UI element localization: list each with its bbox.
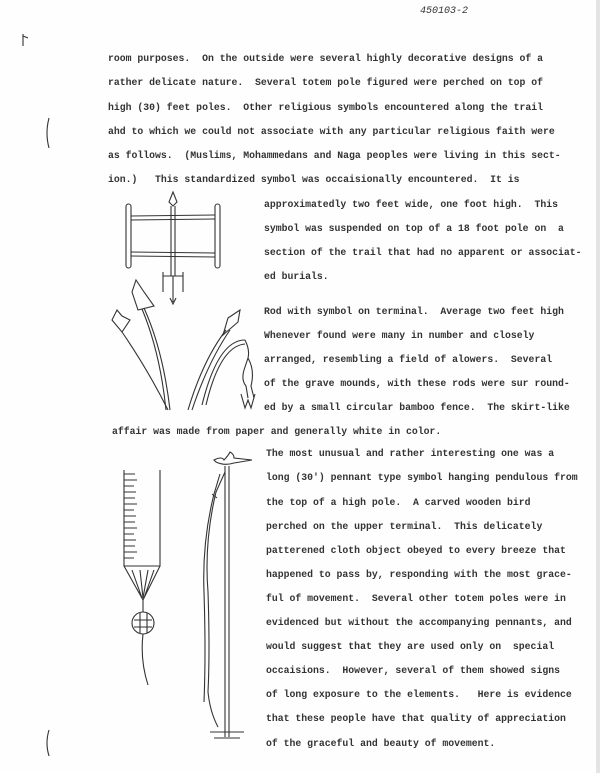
text-line: of long exposure to the elements. Here is evidence bbox=[266, 689, 572, 700]
text-line: perched on the upper terminal. This delicately bbox=[266, 521, 543, 532]
text-line: of the grave mounds, with these rods were sur round- bbox=[264, 378, 570, 389]
text-line: happened to pass by, responding with the most grace- bbox=[266, 569, 572, 580]
text-line: ful of movement. Several other totem poles were in bbox=[266, 593, 566, 604]
text-line: section of the trail that had no apparent or associat- bbox=[264, 247, 582, 258]
text-line: of the graceful and beauty of movement. bbox=[266, 738, 496, 749]
text-line: Whenever found were many in number and closely bbox=[264, 330, 535, 341]
rods-with-symbols-drawing bbox=[108, 280, 258, 415]
margin-mark bbox=[45, 118, 51, 148]
text-line: as follows. (Muslims, Mohammedans and Naga peoples were living in this sect- bbox=[108, 150, 561, 161]
margin-mark bbox=[45, 730, 51, 756]
text-line: occaisions. However, several of them showed signs bbox=[266, 665, 560, 676]
text-line: ed by a small circular bamboo fence. The skirt-like bbox=[264, 402, 570, 413]
bird-pole-pennant-drawing bbox=[200, 452, 260, 752]
margin-mark-icon bbox=[20, 34, 30, 48]
text-line: rather delicate nature. Several totem pole figured were perched on top of bbox=[108, 77, 544, 88]
text-line: approximatedly two feet wide, one foot high. This bbox=[264, 199, 558, 210]
page-edge bbox=[596, 0, 600, 773]
text-line: ed burials. bbox=[264, 271, 329, 282]
text-line: The most unusual and rather interesting one was a bbox=[266, 448, 555, 459]
text-line: would suggest that they are used only on special bbox=[266, 641, 555, 652]
text-line: symbol was suspended on top of a 18 foot pole on a bbox=[264, 223, 564, 234]
text-line: long (30') pennant type symbol hanging pendulous from bbox=[266, 472, 578, 483]
pennant-detail-drawing bbox=[120, 470, 170, 710]
text-line: ahd to which we could not associate with any particular religious faith were bbox=[108, 126, 555, 137]
document-id: 450103-2 bbox=[420, 6, 469, 17]
text-line: room purposes. On the outside were several highly decorative designs of a bbox=[108, 53, 544, 64]
text-line: patterened cloth object obeyed to every breeze that bbox=[266, 545, 566, 556]
text-line: ion.) This standardized symbol was occaisionally encountered. It is bbox=[108, 174, 520, 185]
text-line: that these people have that quality of appreciation bbox=[266, 713, 566, 724]
text-line: high (30) feet poles. Other religious symbols encountered along the trail bbox=[108, 102, 544, 113]
text-line: arranged, resembling a field of alowers. Several bbox=[264, 354, 553, 365]
text-line: Rod with symbol on terminal. Average two feet high bbox=[264, 306, 564, 317]
text-line: affair was made from paper and generally white in color. bbox=[112, 426, 442, 437]
text-line: the top of a high pole. A carved wooden bird bbox=[266, 497, 531, 508]
text-line: evidenced but without the accompanying pennants, and bbox=[266, 617, 572, 628]
